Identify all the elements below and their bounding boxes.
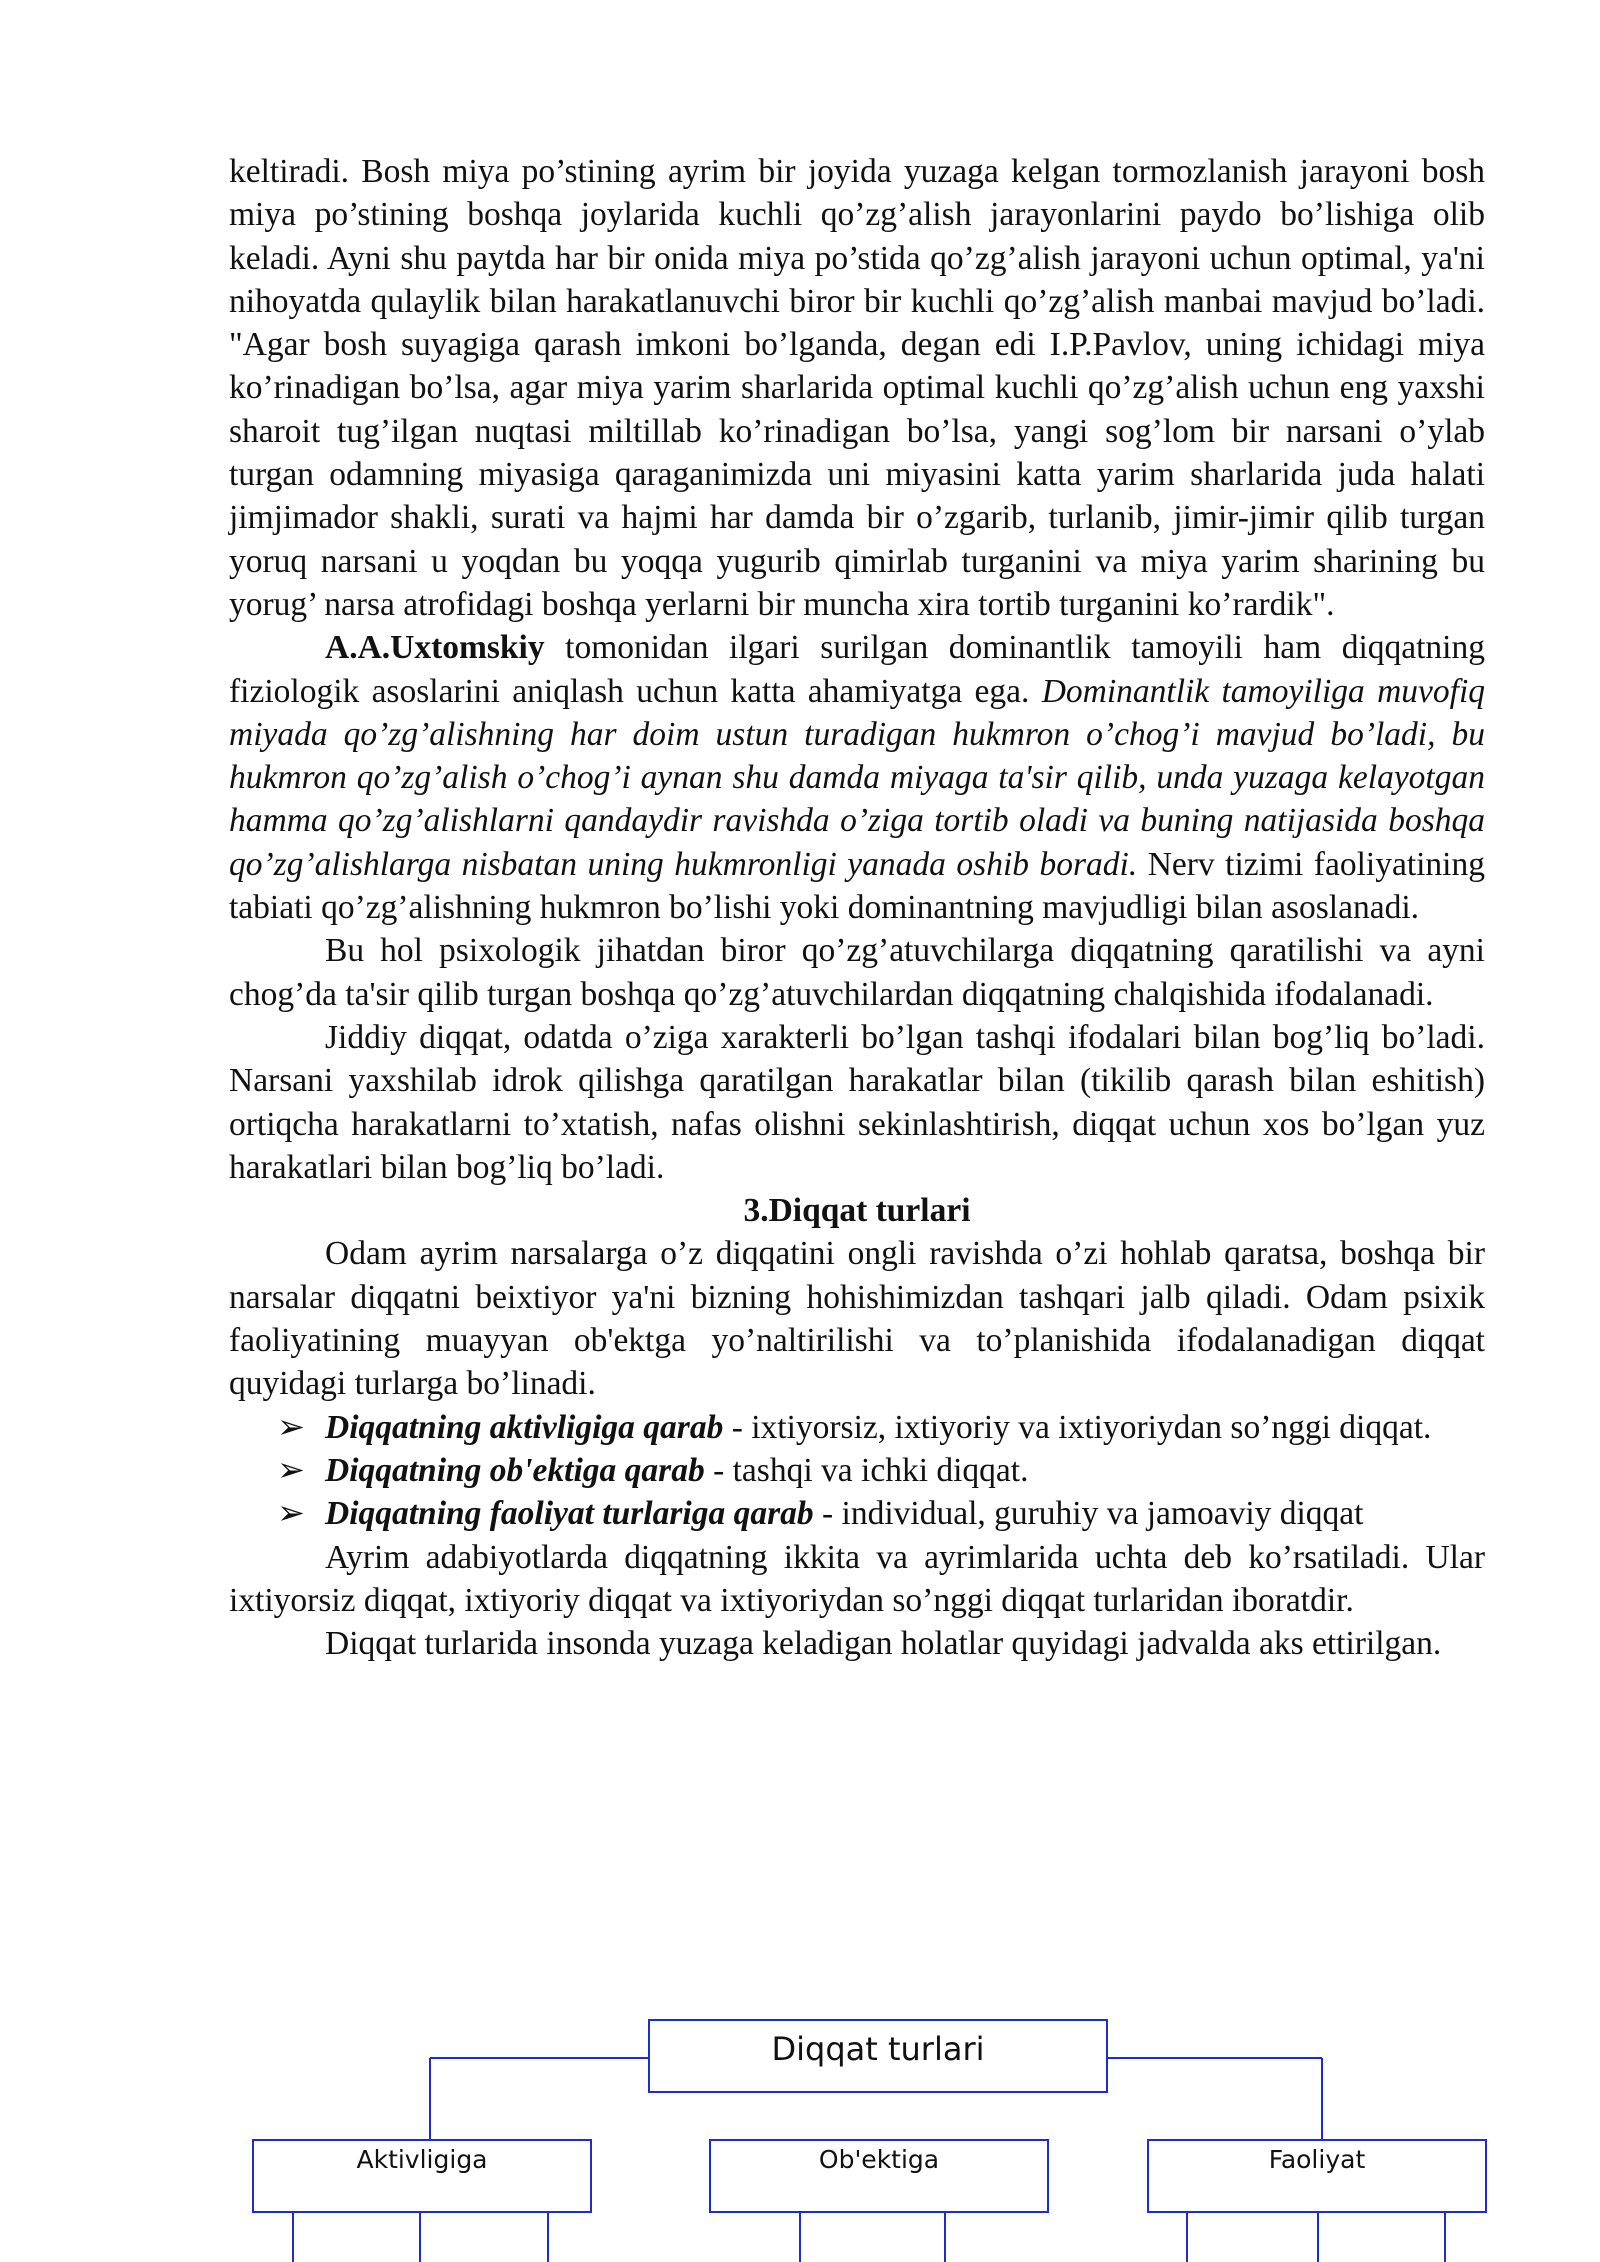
bullet-text: - tashqi va ichki diqqat. <box>704 1451 1029 1489</box>
bullet-label: Diqqatning ob'ektiga qarab <box>325 1451 705 1489</box>
arrow-bullet-icon: ➢ <box>277 1408 306 1446</box>
document-body <box>229 150 1485 1665</box>
paragraph-1: keltiradi. Bosh miya po’stining ayrim bir joyida yuzaga kelgan tormozlanish jarayoni bosh miya po’stining boshqa joylarida kuchli qo’zg’alish jarayonlarini paydo bo’lishiga olib keladi. Ayni shu paytda har bir onida miya po’stida qo’zg’alish jarayoni uchun optimal, ya'ni nihoyatda qulaylik bilan harakatlanuvchi biror bir kuchli qo’zg’alish manbai mavjud bo’ladi. "Agar bosh suyagiga qarash imkoni bo’lganda, degan edi I.P.Pavlov, uning ichidagi miya ko’rinadigan bo’lsa, agar miya yarim sharlarida optimal kuchli qo’zg’alish uchun eng yaxshi sharoit tug’ilgan nuqtasi miltillab ko’rinadigan bo’lsa, yangi sog’lom bir narsani o’ylab turgan odamning miyasiga qaraganimizda uni miyasini katta yarim sharlarida juda halati jimjimador shakli, surati va hajmi har damda bir o’zgarib, turlanib, jimir-jimir qilib turgan yoruq narsani u yoqdan bu yoqqa yugurib qimirlab turganini va miya yarim sharining bu yorug’ narsa atrofidagi boshqa yerlarni bir muncha xira tortib turganini ko’rardik". <box>229 153 1485 623</box>
diagram-child-aktivligiga: Aktivligiga <box>356 2145 488 2174</box>
author-name: A.A.Uxtomskiy <box>325 629 545 667</box>
bullet-item <box>229 1406 1485 1449</box>
section-heading: 3.Diqqat turlari <box>743 1192 971 1230</box>
paragraph-6: Ayrim adabiyotlarda diqqatning ikkita va ayrimlarida uchta deb ko’rsatiladi. Ular ixtiyorsiz diqqat, ixtiyoriy diqqat va ixtiyoriydan so’nggi diqqat turlaridan iboratdir. <box>229 1538 1485 1619</box>
arrow-bullet-icon: ➢ <box>277 1495 306 1533</box>
diagram-child-obektiga: Ob'ektiga <box>818 2145 940 2174</box>
bullet-label: Diqqatning faoliyat turlariga qarab <box>325 1495 814 1533</box>
diagram-child-faoliyat: Faoliyat <box>1268 2145 1366 2174</box>
paragraph-5: Odam ayrim narsalarga o’z diqqatini ongli ravishda o’zi hohlab qaratsa, boshqa bir narsalar diqqatni beixtiyor ya'ni bizning hohishimizdan tashqari jalb qiladi. Odam psixik faoliyatining muayyan ob'ektga yo’naltirilishi va to’planishida ifodalanadigan diqqat quyidagi turlarga bo’linadi. <box>229 1235 1485 1403</box>
arrow-bullet-icon: ➢ <box>277 1451 306 1489</box>
diagram-root-label: Diqqat turlari <box>771 2030 985 2068</box>
bullet-text: - ixtiyorsiz, ixtiyoriy va ixtiyoriydan so’nggi diqqat. <box>723 1408 1432 1446</box>
paragraph-4: Jiddiy diqqat, odatda o’ziga xarakterli bo’lgan tashqi ifodalari bilan bog’liq bo’ladi. Narsani yaxshilab idrok qilishga qaratilgan harakatlar bilan (tikilib qarash bilan eshitish) ortiqcha harakatlarni to’xtatish, nafas olishni sekinlashtirish, diqqat uchun xos bo’lgan yuz harakatlari bilan bog’liq bo’ladi. <box>229 1018 1485 1186</box>
bullet-list <box>229 1406 1485 1536</box>
bullet-label: Diqqatning aktivligiga qarab <box>325 1408 724 1446</box>
bullet-item <box>229 1449 1485 1492</box>
paragraph-7: Diqqat turlarida insonda yuzaga keladigan holatlar quyidagi jadvalda aks ettirilgan. <box>325 1625 1442 1663</box>
paragraph-2 <box>229 626 1485 929</box>
paragraph-3: Bu hol psixologik jihatdan biror qo’zg’atuvchilarga diqqatning qaratilishi va ayni chog’da ta'sir qilib turgan boshqa qo’zg’atuvchilardan diqqatning chalqishida ifodalanadi. <box>229 932 1485 1013</box>
paragraph-2-text: tomonidan ilgari surilgan dominantlik tamoyili ham diqqatning fiziologik asoslarini aniqlash uchun katta ahamiyatga ega. <box>229 629 1485 710</box>
paragraph-2-tail: Nerv tizimi faoliyatining tabiati qo’zg’alishning hukmron bo’lishi yoki dominantning mavjudligi bilan asoslanadi. <box>229 845 1485 927</box>
bullet-text: - individual, guruhiy va jamoaviy diqqat <box>813 1495 1364 1533</box>
bullet-item <box>229 1492 1485 1535</box>
paragraph-2-italic: Dominantlik tamoyiliga muvofiq miyada qo’zg’alishning har doim ustun turadigan hukmron o’chog’i mavjud bo’ladi, bu hukmron qo’zg’alish o’chog’i aynan shu damda miyaga ta'sir qilib, unda yuzaga kelayotgan hamma qo’zg’alishlarni qandaydir ravishda o’ziga tortib oladi va buning natijasida boshqa qo’zg’alishlarga nisbatan uning hukmronligi yanada oshib boradi. <box>229 672 1486 883</box>
